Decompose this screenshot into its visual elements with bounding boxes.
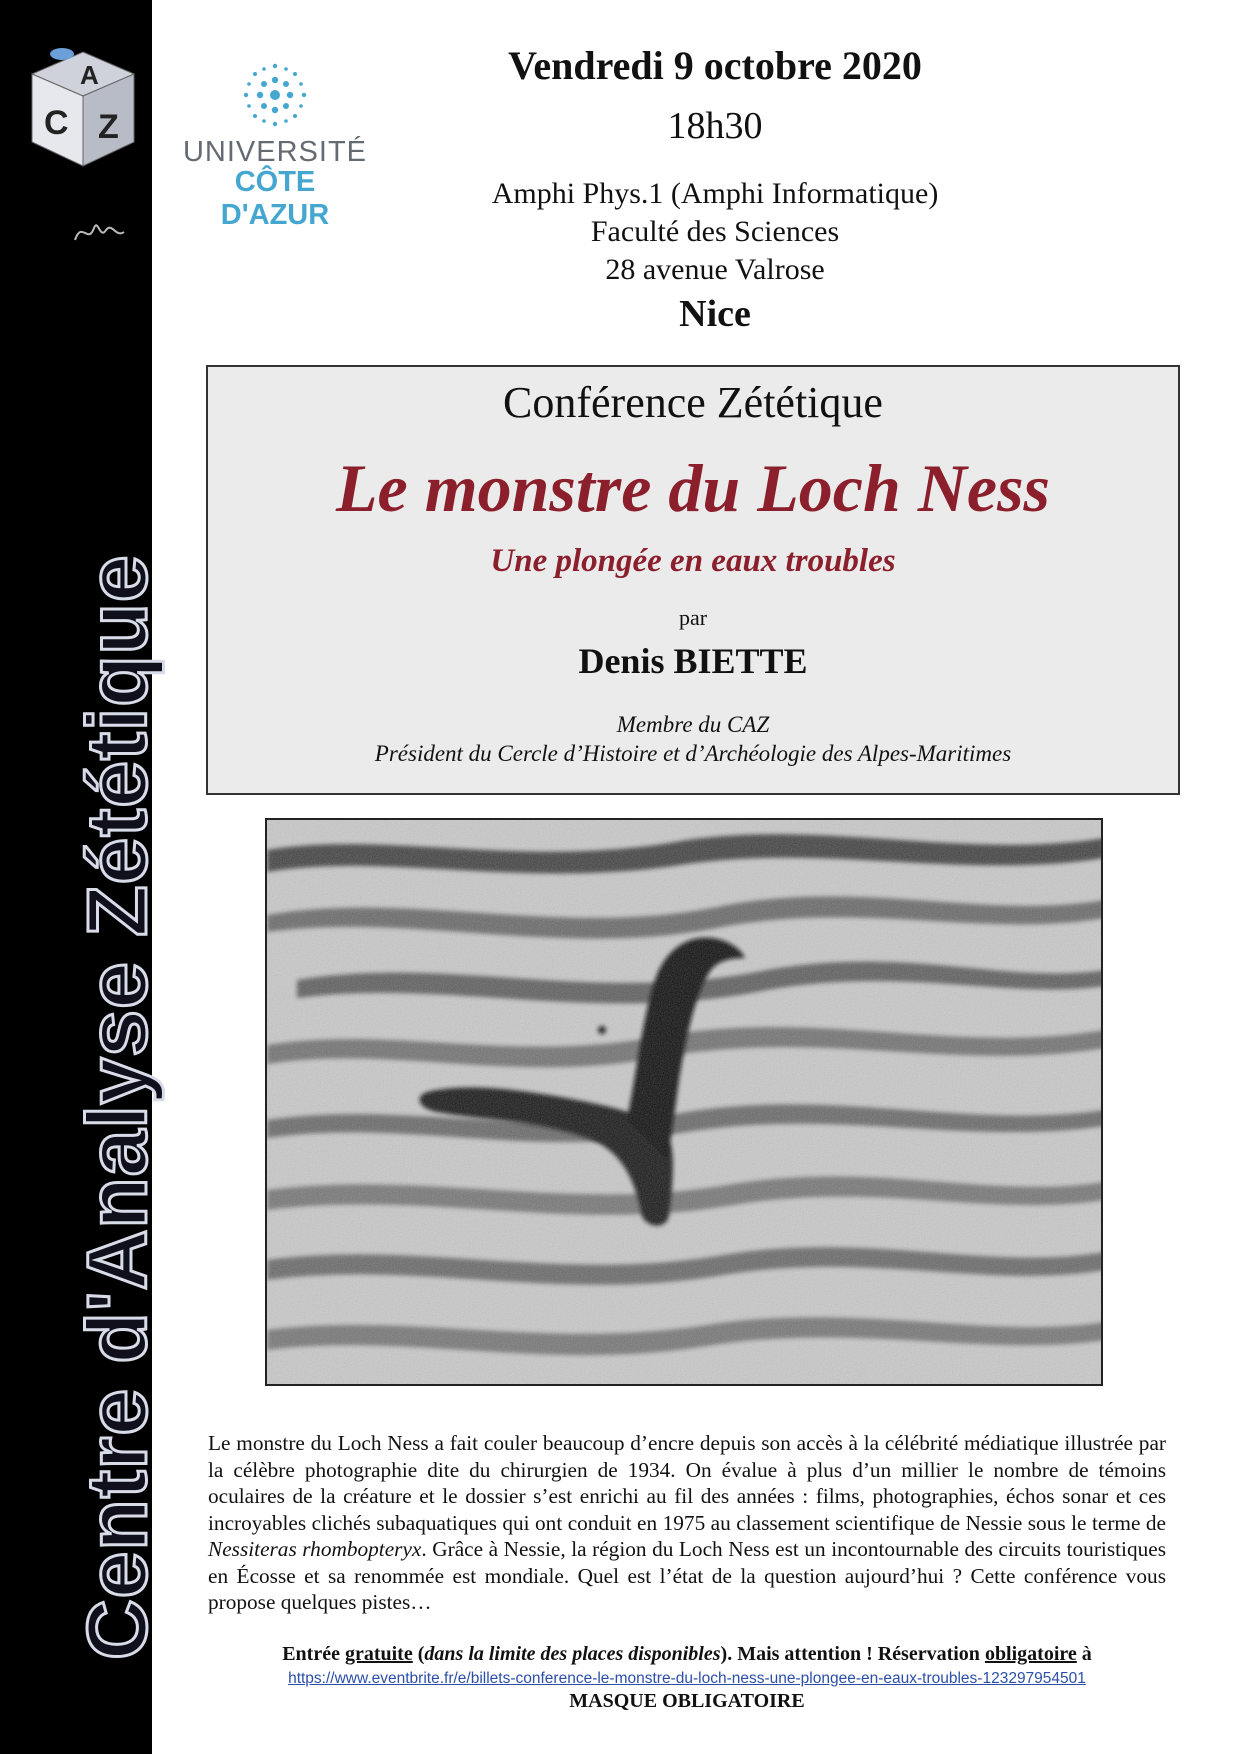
university-name-line1: UNIVERSITÉ [182,136,368,168]
conference-title: Le monstre du Loch Ness [336,450,1050,526]
university-name-line2: CÔTE D'AZUR [220,166,330,231]
speaker-role-2: Président du Cercle d’Histoire et d’Archéologie des Alpes-Maritimes [374,741,1012,766]
entry-required: obligatoire [984,1643,1077,1665]
mask-notice: MASQUE OBLIGATOIRE [569,1690,805,1712]
loch-ness-photo [265,818,1103,1386]
place-line: 28 avenue Valrose [605,253,825,286]
event-city: Nice [679,293,751,335]
signature-mark [70,200,130,250]
species-name: Nessiteras rhombopteryx [208,1537,422,1561]
cube-letter-z: Z [98,108,119,146]
entry-paren: ( [412,1643,425,1665]
entry-text-a: Entrée [282,1643,345,1665]
conference-label: Conférence Zététique [503,378,883,427]
place-line: Amphi Phys.1 (Amphi Informatique) [491,177,939,210]
sidebar [0,0,164,1754]
place-line: Faculté des Sciences [590,215,840,248]
reservation-link[interactable]: https://www.eventbrite.fr/e/billets-conference-le-monstre-du-loch-ness-une-plongee-en-eaux-troubles-123297954501 [288,1670,1086,1687]
entry-limit: dans la limite des places disponibles [424,1643,721,1665]
entry-notice [208,1643,1166,1666]
cube-letter-c: C [44,104,69,142]
university-logo [180,60,370,231]
university-dots-icon [235,60,315,130]
vertical-title-text: Centre d'Analyse Zététique [70,554,164,1660]
entry-free: gratuite [344,1643,413,1665]
event-place [415,175,1015,289]
by-label: par [678,605,708,630]
description-text-1: Le monstre du Loch Ness a fait couler beaucoup d’encre depuis son accès à la célébrité médiatique illustrée par la célèbre photographie dite du chirurgien de 1934. On évalue à plus d’un millier le nombre de témoins oculaires de la créature et le dossier s’est enrichi au fil des années : films, photographies, échos sonar et ces incroyables clichés subaquatiques qui ont conduit en 1975 au classement scientifique de Nessie sous le terme de [208,1431,1166,1535]
caz-cube-logo [24,42,142,172]
conference-subtitle: Une plongée en eaux troubles [490,543,896,579]
speaker-name: Denis BIETTE [578,641,808,681]
speaker-role-1: Membre du CAZ [616,712,770,737]
monster-photo-illustration [267,820,1103,1386]
event-time: 18h30 [667,105,763,147]
cube-letter-a: A [80,60,99,90]
entry-text-b: ). Mais attention ! Réservation [720,1643,985,1665]
description-text-2: . Grâce à Nessie, la région du Loch Ness est un incontournable des circuits touristiques en Écosse et sa renommée est mondiale. Quel est l’état de la question aujourd’hui ? Cette conférence vous propose quelques pistes… [208,1537,1167,1614]
entry-text-c: à [1076,1643,1092,1665]
description-paragraph [208,1430,1166,1616]
event-date: Vendredi 9 octobre 2020 [508,43,922,88]
conference-box [206,365,1180,795]
